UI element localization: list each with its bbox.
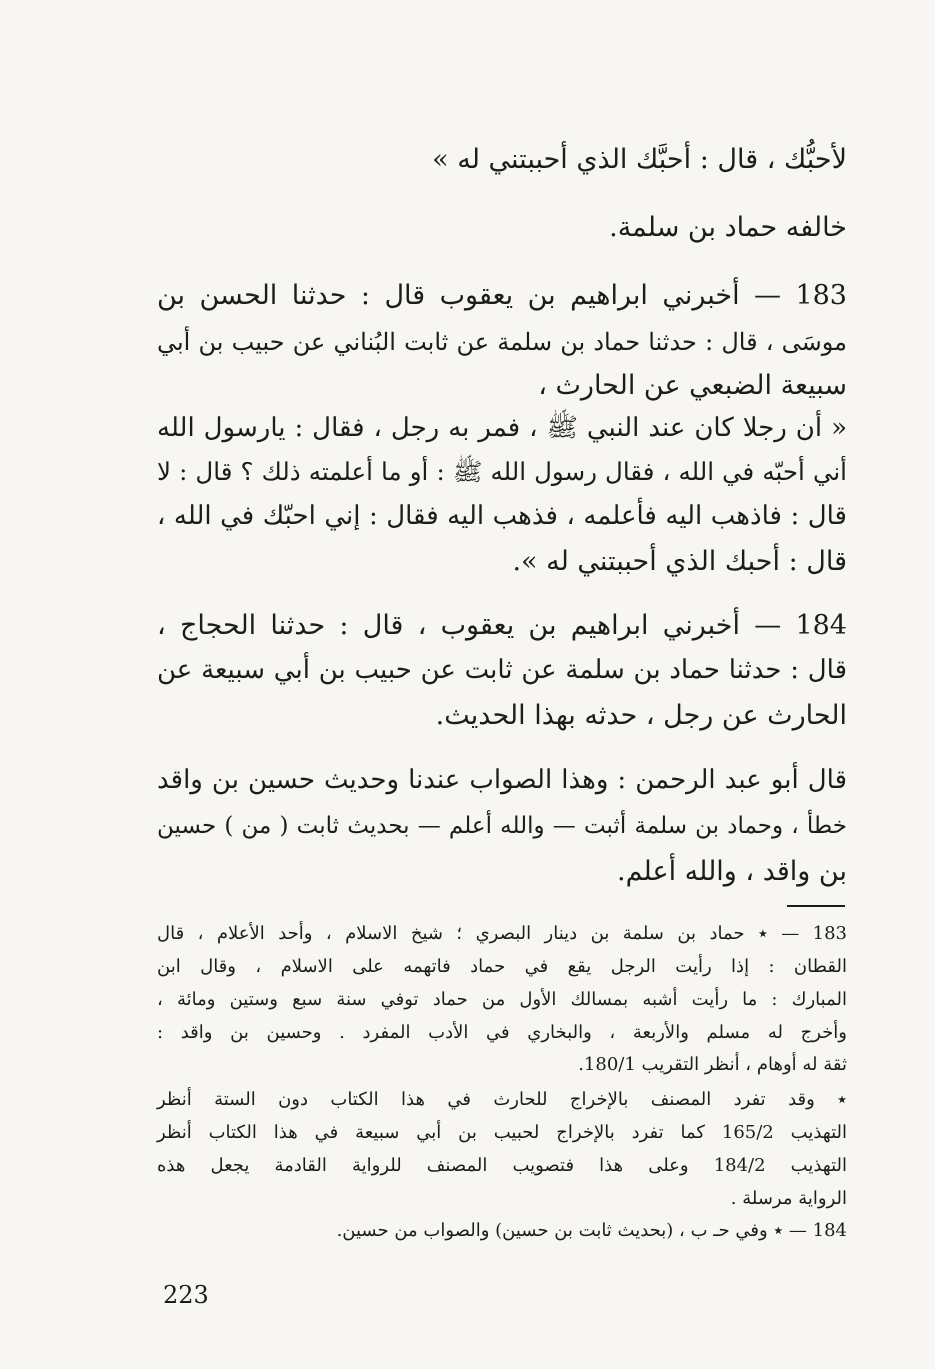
body-line: خالفه حماد بن سلمة. <box>609 212 847 243</box>
footnote-183-line: التهذيب 184/2 وعلى هذا فتصويب المصنف للرواية القادمة يجعل هذه <box>157 1155 847 1176</box>
footnote-183-line: المبارك : ما رأيت أشبه بمسالك الأول من حماد توفي سنة سبع وستين ومائة ، <box>157 989 847 1010</box>
hadith-183-line: 183 — أخبرني ابراهيم بن يعقوب قال : حدثنا الحسن بن <box>157 280 847 311</box>
hadith-183-line: سبيعة الضبعي عن الحارث ، <box>538 370 847 401</box>
footnote-183-line: ٭ وقد تفرد المصنف بالإخراج للحارث في هذا الكتاب دون الستة أنظر <box>157 1089 847 1110</box>
footnote-separator <box>787 905 845 907</box>
footnote-183-line: القطان : إذا رأيت الرجل يقع في حماد فاتهمه على الاسلام ، وقال ابن <box>157 956 847 977</box>
hadith-184-line: الحارث عن رجل ، حدثه بهذا الحديث. <box>435 700 847 731</box>
commentary-line: خطأ ، وحماد بن سلمة أثبت — والله أعلم — بحديث ثابت ( من ) حسين <box>157 813 847 839</box>
hadith-183-line: « أن رجلا كان عند النبي ﷺ ، فمر به رجل ، فقال : يارسول الله <box>157 413 847 443</box>
body-line: لأحبُّك ، قال : أحبَّك الذي أحببتني له » <box>432 144 847 175</box>
footnote-183-line: وأخرج له مسلم والأربعة ، والبخاري في الأدب المفرد . وحسين بن واقد : <box>157 1022 847 1043</box>
page-number: 223 <box>163 1281 209 1309</box>
hadith-184-line: 184 — أخبرني ابراهيم بن يعقوب ، قال : حدثنا الحجاج ، <box>157 610 847 641</box>
footnote-183-line: الرواية مرسلة . <box>730 1188 847 1209</box>
footnote-183-line: التهذيب 165/2 كما تفرد بالإخراج لحبيب بن أبي سبيعة في هذا الكتاب أنظر <box>157 1122 847 1143</box>
hadith-183-line: أني أحبّه في الله ، فقال رسول الله ﷺ : أو ما أعلمته ذلك ؟ قال : لا <box>157 457 847 486</box>
hadith-183-line: قال : فاذهب اليه فأعلمه ، فذهب اليه فقال : إني احبّك في الله ، <box>157 501 847 531</box>
hadith-184-line: قال : حدثنا حماد بن سلمة عن ثابت عن حبيب بن أبي سبيعة عن <box>157 655 847 685</box>
hadith-183-line: موسَى ، قال : حدثنا حماد بن سلمة عن ثابت البُناني عن حبيب بن أبي <box>157 328 847 356</box>
footnote-183-line: ثقة له أوهام ، أنظر التقريب 180/1. <box>578 1054 847 1075</box>
commentary-line: قال أبو عبد الرحمن : وهذا الصواب عندنا وحديث حسين بن واقد <box>157 765 847 795</box>
hadith-183-line: قال : أحبك الذي أحببتني له ». <box>512 546 847 577</box>
footnote-183-line: 183 — ٭ حماد بن سلمة بن دينار البصري ؛ شيخ الاسلام ، وأحد الأعلام ، قال <box>157 923 847 944</box>
commentary-line: بن واقد ، والله أعلم. <box>616 856 847 887</box>
footnote-184-line: 184 — ٭ وفي حـ ب ، (بحديث ثابت بن حسين) والصواب من حسين. <box>336 1220 847 1241</box>
